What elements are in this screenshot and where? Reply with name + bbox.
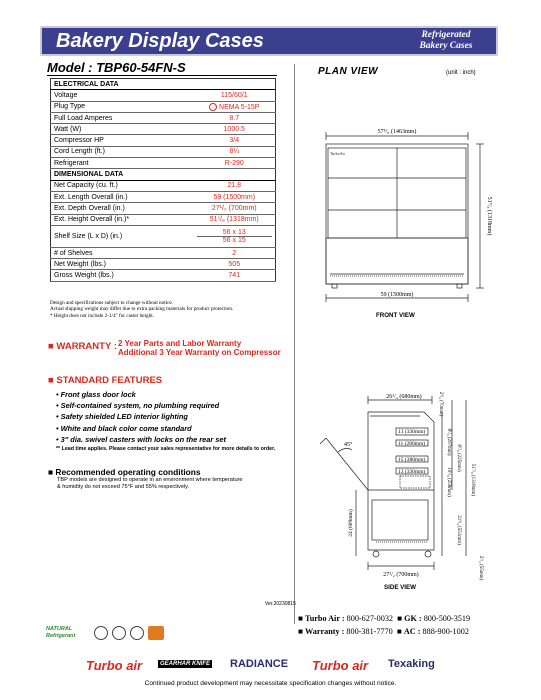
spec-value: 8¼ [194, 146, 276, 157]
contact-block: ■ Turbo Air : 800-627-0032 ■ GK : 800-500-3519 ■ Warranty : 800-381-7770 ■ AC : 888-900-1002 [298, 614, 471, 636]
header-banner [40, 26, 498, 56]
side-top-dim: 26¹/₄ (680mm) [386, 394, 422, 400]
brand-logo: RADIANCE [230, 658, 289, 670]
spec-label: Compressor HP [51, 135, 194, 146]
etl-icon [94, 626, 108, 640]
contact-value: 888-900-1002 [422, 627, 469, 636]
spec-label: Plug Type [51, 101, 194, 112]
spec-label: Ext. Depth Overall (in.) [51, 203, 194, 214]
cert-badges [46, 622, 166, 652]
model-number: Model : TBP60-54FN-S [47, 60, 186, 75]
front-top-dim: 57⁵/₈ (1463mm) [377, 129, 417, 135]
shelf-size-2: 56 x 15 [222, 236, 246, 244]
shelf-size-1: 56 x 13 [197, 229, 273, 237]
brand-logos [80, 656, 460, 676]
note-line: Actual shipping weight may differ due to extra packing materials for product protection. [50, 306, 234, 313]
spec-value: 1000.5 [194, 124, 276, 135]
side-bottom-dim: 27¹/₂ (700mm) [383, 572, 419, 578]
spec-label: Net Weight (lbs.) [51, 259, 194, 270]
warranty-line: 2 Year Parts and Labor Warranty [118, 339, 242, 348]
lead-time-note: ** Lead time applies. Please contact your sales representative for more details to order. [56, 446, 276, 452]
brand-logo: Texaking [388, 658, 435, 670]
brand-logo: GEARHAR KNIFE [160, 661, 211, 667]
feature-item: • Safety shielded LED interior lighting [56, 412, 188, 422]
recommended-line: & humidity do not exceed 75°F and 55% respectively. [57, 484, 190, 490]
note-line: * Height does not include 2-1/4" for caster height. [50, 312, 154, 319]
feature-item: • White and black color come standard [56, 423, 192, 433]
front-bottom-dim: 59 (1500mm) [380, 292, 414, 298]
brand-logo: Turbo air [312, 658, 369, 673]
spec-label: # of Shelves [51, 247, 194, 258]
spec-value: 51⁷/₈ (1318mm) [194, 214, 276, 225]
spec-label: Gross Weight (lbs.) [51, 270, 194, 281]
warranty-label-text: WARRANTY : [56, 341, 117, 352]
spec-value: 505 [194, 259, 276, 270]
standard-features-text: STANDARD FEATURES [56, 375, 163, 386]
spec-label: Refrigerant [51, 158, 194, 169]
side-dim-13a: 13 (330mm) [398, 429, 426, 435]
side-dim-r2: 8¹/₈ (207mm) [446, 428, 451, 456]
spec-value: 115/60/1 [194, 90, 276, 101]
brand-logo: Turbo air [86, 658, 143, 673]
warranty-text [118, 339, 281, 357]
spec-label: Net Capacity (cu. ft.) [51, 180, 194, 191]
ce-icon [130, 626, 144, 640]
category-label [406, 30, 486, 52]
side-view-drawing [300, 390, 500, 590]
feature-item: • 3" dia. swivel casters with locks on the rear set [56, 434, 226, 444]
note-line: Design and specifications subject to change without notice. [50, 300, 174, 306]
side-dim-r4: 10¹/₈ (258mm) [446, 467, 451, 497]
spec-value: 27¹/₂ (700mm) [194, 203, 276, 214]
plug-icon [209, 103, 217, 111]
model-divider [47, 75, 277, 76]
features-list [56, 389, 226, 445]
natural-text: NATURAL [46, 626, 73, 632]
contact-value: 800-627-0032 [346, 614, 394, 623]
side-left-dim: 24 (609mm) [348, 509, 354, 537]
side-dim-r3: 8⁷/₈ (225mm) [456, 444, 461, 472]
footer-disclaimer: Continued product development may necessitate specification changes without notice. [144, 680, 397, 687]
spec-label: Shelf Size (L x D) (in.) [51, 225, 194, 247]
spec-value: 8.7 [194, 112, 276, 123]
side-dim-r1: 2³/₄ (70mm) [438, 391, 443, 417]
recommended-label: ■ Recommended operating conditions [48, 467, 201, 477]
side-dim-r5: 21³/₄ (551mm) [456, 515, 461, 545]
spec-label: Voltage [51, 90, 194, 101]
spec-value: 2 [194, 247, 276, 258]
spec-value: 3/4 [194, 135, 276, 146]
front-view-drawing [300, 120, 500, 310]
door-angle: 45° [344, 442, 353, 448]
side-dim-r7: 2¹/₄ (55mm) [478, 555, 483, 581]
standard-features-label: ■ STANDARD FEATURES [48, 375, 163, 386]
front-right-dim: 51⁷/₈ (1318mm) [486, 196, 492, 236]
recommended-text [57, 477, 243, 491]
spec-value: 21.8 [194, 180, 276, 191]
svg-text:TurboAir: TurboAir [330, 151, 345, 156]
dimensional-header: DIMENSIONAL DATA [51, 169, 276, 180]
side-dim-r6: 51⁷/₈ (1318mm) [470, 463, 475, 497]
spec-label: Full Load Amperes [51, 112, 194, 123]
side-view-label: SIDE VIEW [384, 584, 416, 591]
category-line2: Bakery Cases [419, 41, 473, 51]
contact-value: 800-500-3519 [423, 614, 471, 623]
front-view-label: FRONT VIEW [376, 312, 415, 319]
unit-label: (unit : inch) [446, 70, 476, 76]
side-dim-13b: 13 (330mm) [398, 469, 426, 475]
column-divider [294, 64, 295, 624]
warranty-line: Additional 3 Year Warranty on Compressor [118, 348, 281, 357]
side-dim-11: 11 (280mm) [398, 441, 426, 447]
category-line1: Refrigerated [421, 30, 471, 40]
spec-label: Ext. Length Overall (in.) [51, 191, 194, 202]
feature-item: • Front glass door lock [56, 390, 136, 399]
spec-value [194, 225, 276, 247]
side-dim-15: 15 (380mm) [398, 457, 426, 463]
spec-value: 59 (1500mm) [194, 191, 276, 202]
spec-label: Watt (W) [51, 124, 194, 135]
electrical-header: ELECTRICAL DATA [51, 79, 276, 90]
recommended-line: TBP models are designed to operate in an environment where temperature [57, 477, 243, 483]
contact-key: Warranty : [305, 627, 345, 636]
contact-key: Turbo Air : [305, 614, 345, 623]
spec-label: Ext. Height Overall (in.)* [51, 214, 194, 225]
contact-key: AC : [403, 627, 421, 636]
spec-table [50, 78, 276, 282]
spec-label: Cord Length (ft.) [51, 146, 194, 157]
etl-sanitation-icon [112, 626, 126, 640]
warranty-badge-icon [148, 626, 164, 640]
spec-value: R-290 [194, 158, 276, 169]
refrigerant-text: Refrigerant [46, 633, 76, 639]
plug-value: NEMA 5-15P [219, 103, 260, 111]
contact-value: 800-381-7770 [346, 627, 393, 636]
contact-key: GK : [404, 614, 422, 623]
natural-refrigerant-badge [46, 626, 86, 646]
page-title: Bakery Display Cases [56, 30, 264, 52]
plan-view-title: PLAN VIEW [318, 66, 379, 77]
recommended-label-text: Recommended operating conditions [55, 467, 201, 477]
warranty-label: ■ WARRANTY : [48, 341, 117, 352]
feature-item: • Self-contained system, no plumbing required [56, 401, 220, 411]
spec-notes [50, 300, 233, 319]
version-label: Ver.20230815 [265, 601, 296, 607]
spec-value: 741 [194, 270, 276, 281]
spec-value [194, 101, 276, 112]
